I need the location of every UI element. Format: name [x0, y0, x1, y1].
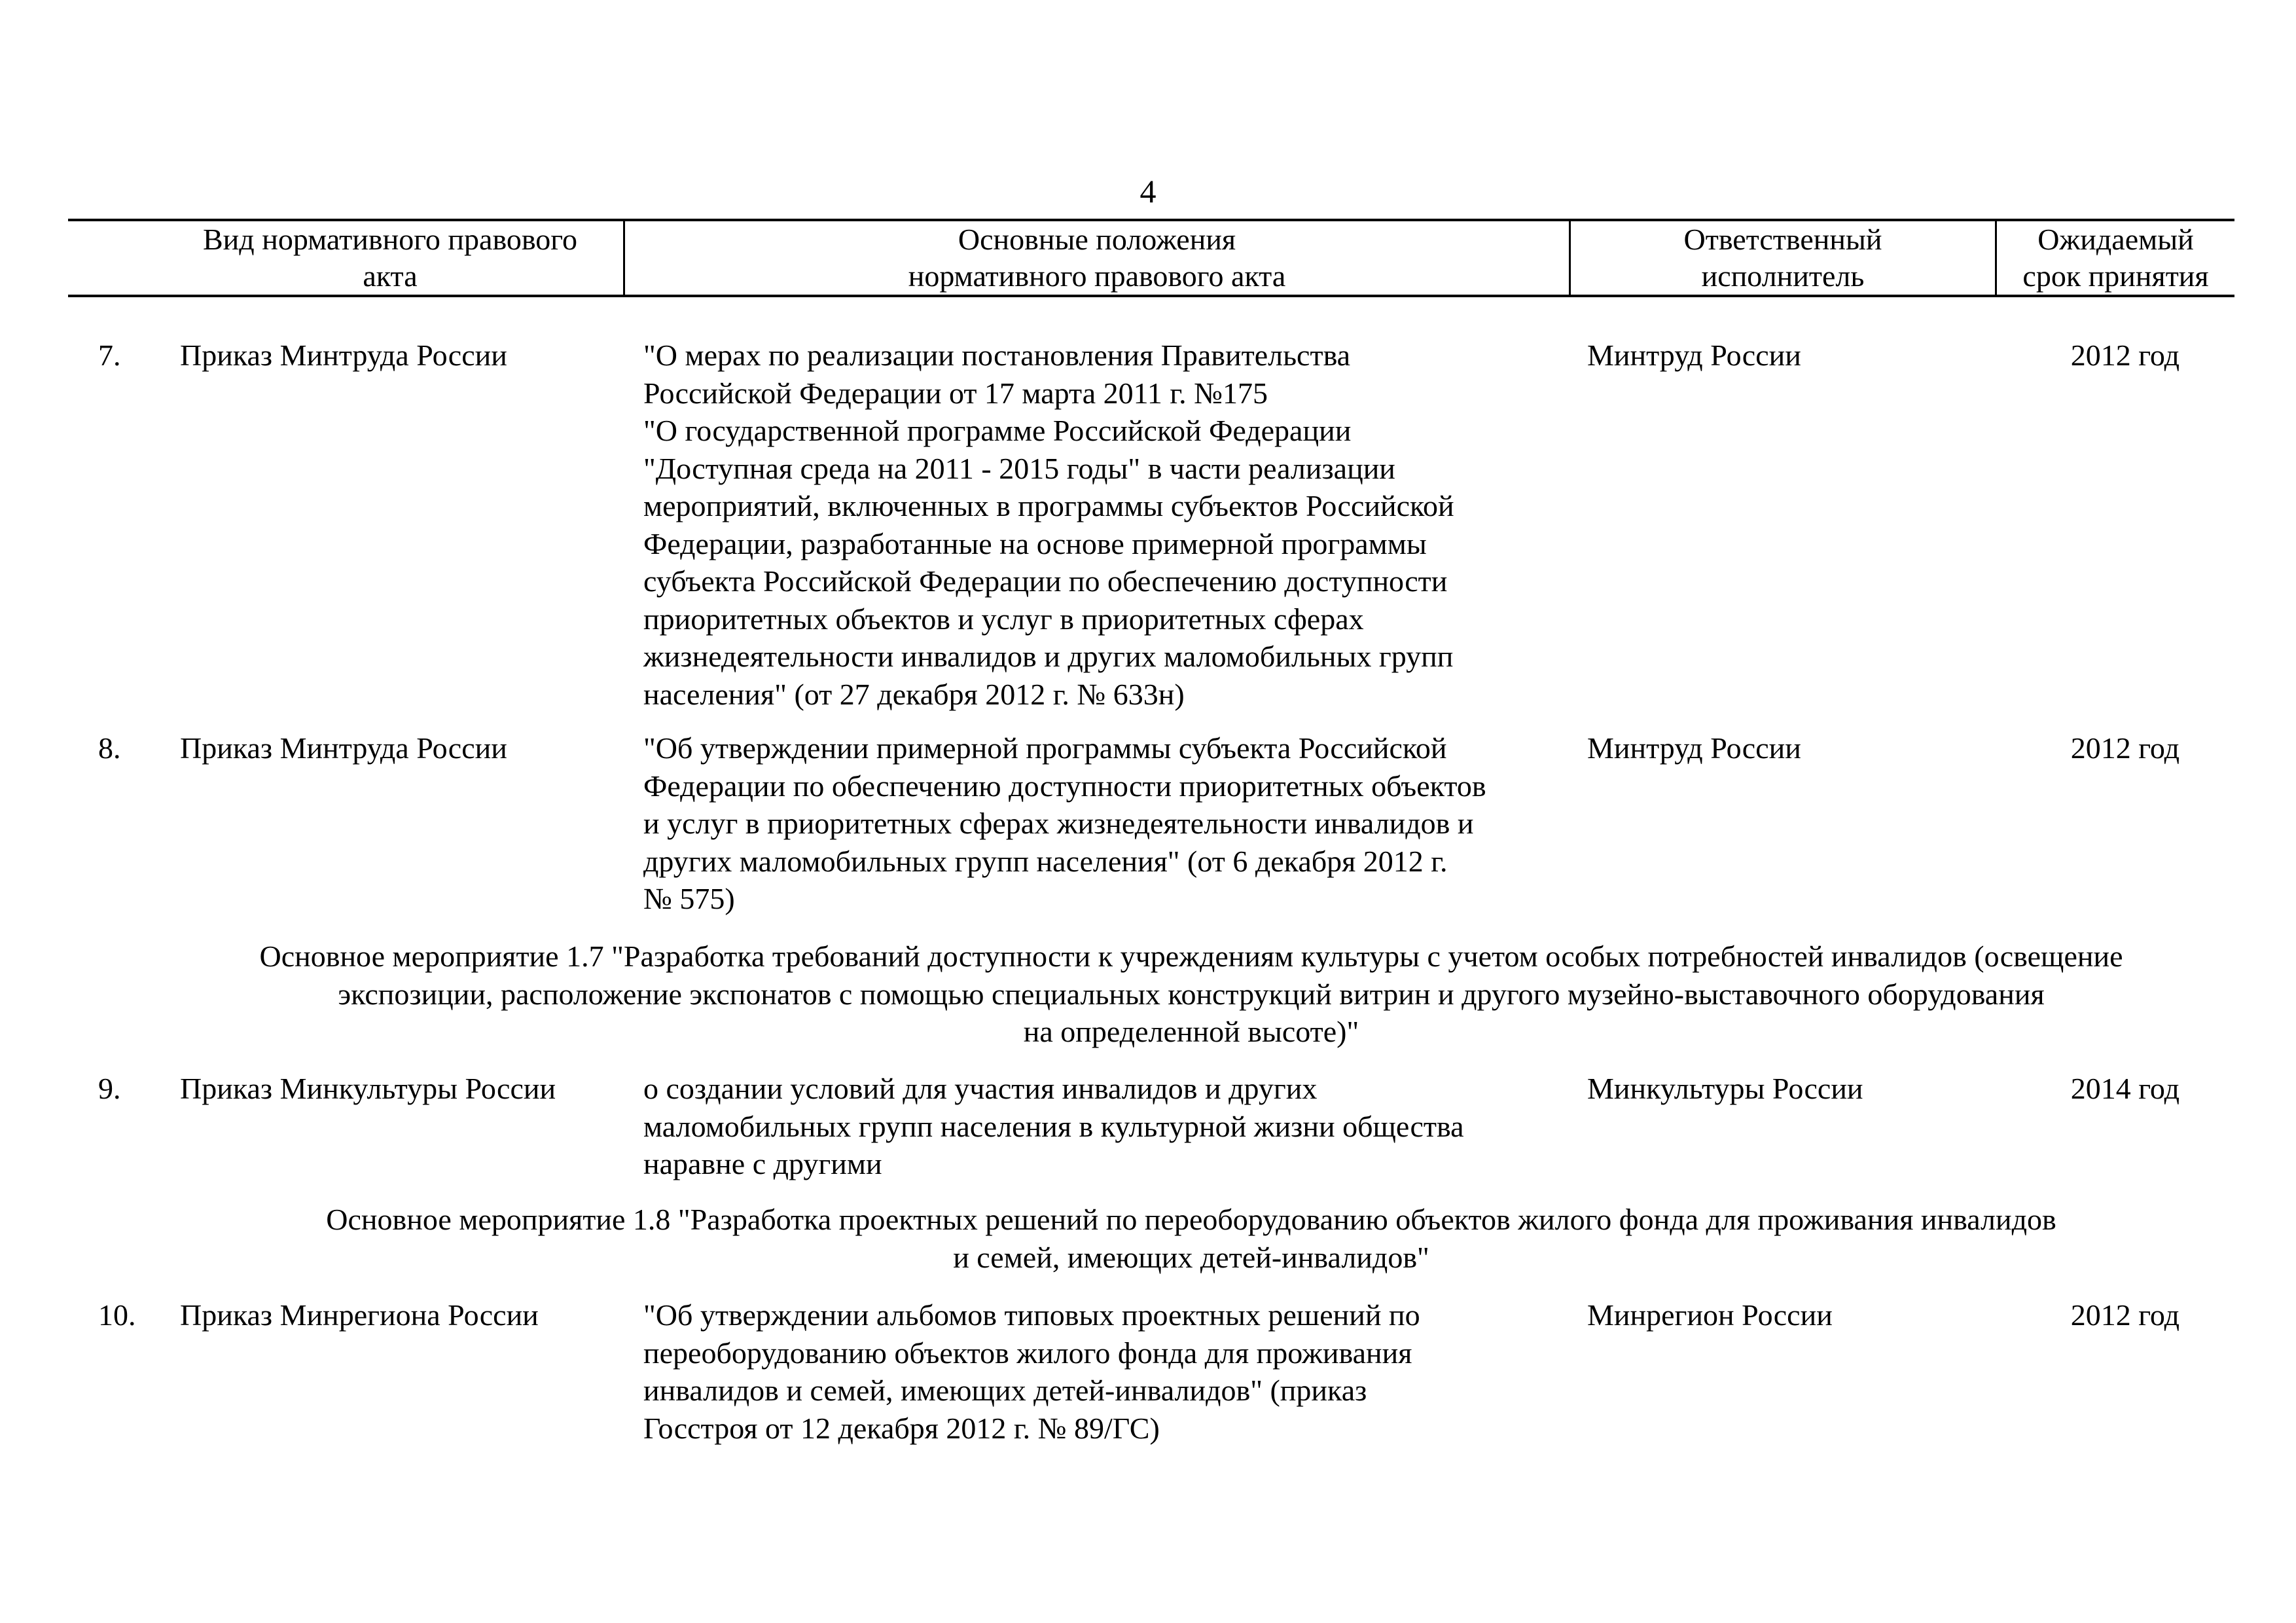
row-executor: Минтруд России — [1587, 731, 1801, 765]
row-number: 8. — [98, 731, 121, 765]
row-number: 9. — [98, 1072, 121, 1105]
row-number: 7. — [98, 338, 121, 372]
header-date: Ожидаемый срок принятия — [2022, 223, 2209, 293]
row-number: 10. — [98, 1298, 136, 1332]
row-date: 2012 год — [2070, 338, 2179, 372]
header-bottom-rule — [68, 295, 2234, 297]
header-executor: Ответственный исполнитель — [1683, 223, 1882, 293]
row-act-type: Приказ Минтруда России — [180, 338, 507, 372]
section-heading: Основное мероприятие 1.8 "Разработка проектных решений по переоборудованию объектов жилого фонда для проживания инвалидов и семей, имеющих детей-инвалидов" — [326, 1203, 2056, 1274]
row-executor: Минтруд России — [1587, 338, 1801, 372]
row-executor: Минкультуры России — [1587, 1072, 1863, 1105]
header-type: Вид нормативного правового акта — [203, 223, 577, 293]
row-content: о создании условий для участия инвалидов и других маломобильных групп населения в культурной жизни общества наравне с другими — [643, 1072, 1464, 1180]
row-date: 2014 год — [2070, 1072, 2179, 1105]
page-number: 4 — [1139, 173, 1157, 210]
row-content: "Об утверждении альбомов типовых проектных решений по переоборудованию объектов жилого фонда для проживания инвалидов и семей, имеющих детей-инвалидов" (приказ Госстроя от 12 декабря 2012 г. № 89/ГС) — [643, 1298, 1420, 1445]
row-date: 2012 год — [2070, 731, 2179, 765]
row-act-type: Приказ Минтруда России — [180, 731, 507, 765]
row-date: 2012 год — [2070, 1298, 2179, 1332]
row-content: "Об утверждении примерной программы субъекта Российской Федерации по обеспечению доступности приоритетных объектов и услуг в приоритетных сферах жизнедеятельности инвалидов и других маломобильных групп населения" (от 6 декабря 2012 г. № 575) — [643, 731, 1486, 915]
row-act-type: Приказ Минкультуры России — [180, 1072, 556, 1105]
section-heading: Основное мероприятие 1.7 "Разработка требований доступности к учреждениям культуры с учетом особых потребностей инвалидов (освещение экспозиции, расположение экспонатов с помощью специальных конструкций витрин и другого музейно-выставочного оборудования на определенной высоте)" — [259, 939, 2123, 1048]
row-content: "О мерах по реализации постановления Правительства Российской Федерации от 17 марта 2011 г. №175 "О государственной программе Российской Федерации "Доступная среда на 2011 - 2015 годы" в части реализации мероприятий, включенных в программы субъектов Российской Федерации, разработанные на основе примерной программы субъекта Российской Федерации по обеспечению доступности приоритетных объектов и услуг в приоритетных сферах жизнедеятельности инвалидов и других маломобильных групп населения" (от 27 декабря 2012 г. № 633н) — [643, 338, 1454, 711]
row-executor: Минрегион России — [1587, 1298, 1833, 1332]
header-content: Основные положения нормативного правового акта — [908, 223, 1286, 293]
row-act-type: Приказ Минрегиона России — [180, 1298, 539, 1332]
